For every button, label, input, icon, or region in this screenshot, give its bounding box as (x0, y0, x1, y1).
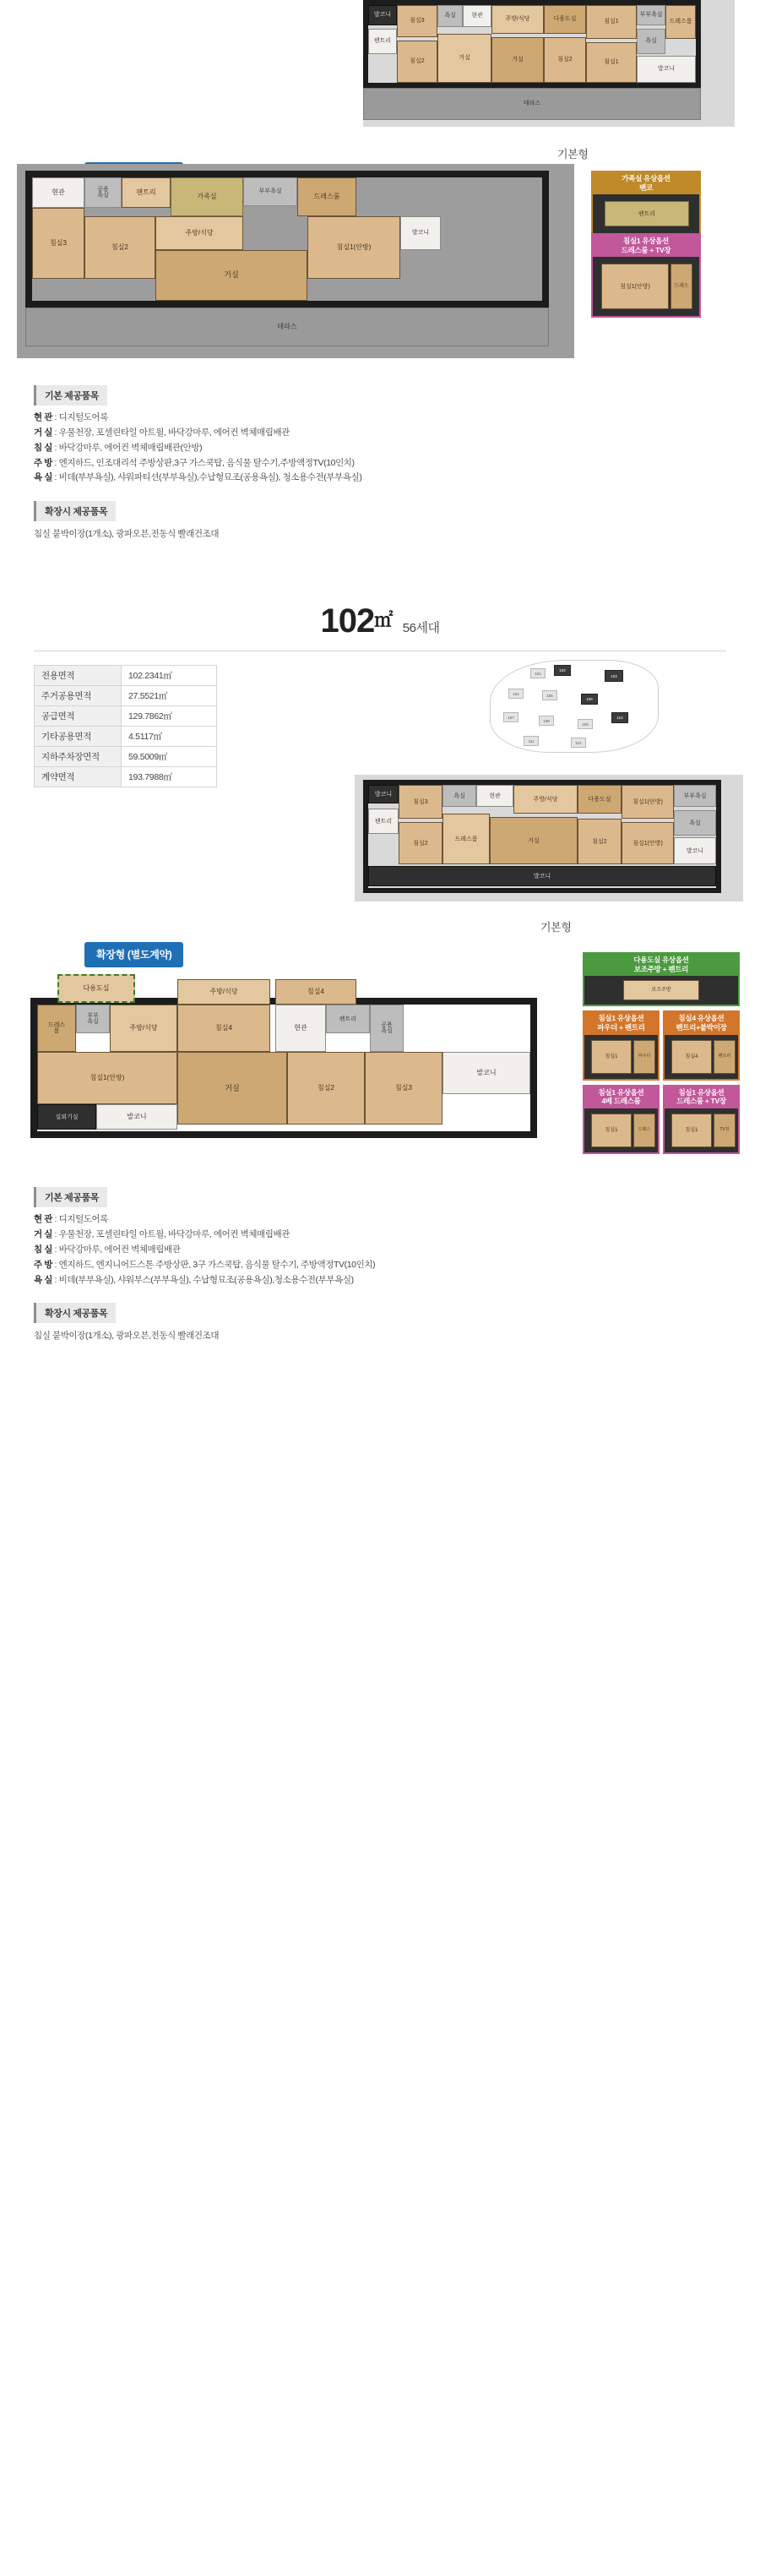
spec-basic-head-1: 기본 제공품목 (34, 385, 107, 406)
expanded-floorplan-1 (17, 164, 574, 358)
basic-floorplan-1 (363, 0, 735, 127)
room: 욕실 (442, 785, 476, 807)
room: 현관 (32, 177, 84, 208)
spec-expansion-head-1: 확장시 제공품목 (34, 501, 116, 521)
area-value: 4.5117㎡ (122, 727, 217, 747)
room: 침실4 (671, 1040, 712, 1074)
spec-key: 현 관 (34, 412, 53, 422)
room: 다용도실 (544, 5, 586, 34)
spec-value: 디지털도어록 (58, 412, 109, 422)
spec-key: 거 실 (34, 1229, 53, 1240)
expanded-floorplan-2 (17, 967, 566, 1153)
site-map (490, 660, 659, 753)
room: 거실 (155, 250, 307, 301)
room: 부부욕실 (243, 177, 297, 206)
room: 부부욕실 (637, 5, 665, 25)
room: 발코니 (96, 1104, 177, 1130)
room: 주방/식당 (110, 1005, 177, 1052)
spec-expansion-head-2: 확장시 제공품목 (34, 1303, 116, 1323)
room: 주방/식당 (513, 785, 578, 814)
room: 발코니 (674, 837, 716, 864)
section2-specs (0, 1162, 760, 1375)
spec-value: 우물천장, 포셀린타일 아트월, 바닥강마루, 에어컨 벽체매립배관 (58, 427, 290, 438)
room: 침실3 (365, 1052, 442, 1125)
area-key: 주거공용면적 (35, 686, 122, 706)
room: 펜트리 (326, 1005, 370, 1033)
table-row (35, 727, 217, 747)
option-card-bedroom1: 침실1 유상옵션 드레스룸 + TV장 침실1(안방) 드레스 (591, 233, 701, 318)
room: 발코니 (442, 1052, 530, 1094)
option-card-bed4-pantry: 침실4 유상옵션 펜트리+붙박이장 침실4 펜트리 (663, 1010, 740, 1080)
room: 드레스 룸 (37, 1005, 76, 1052)
site-building: 103 (605, 670, 623, 682)
spec-key: 주 방 (34, 1259, 53, 1270)
spec-basic-list-2: 현 관 : 디지털도어록 거 실 : 우물천장, 포셀린타일 아트월, 바닥강마루, 에어컨 벽체매립배관 침 실 : 바닥강마루, 에어컨 벽체매립배관 주 방 : 엔지하드, 엔지니어드스톤 주방상판, 3구 가스쿡탑, 음식물 탈수기, 주방액정TV(10인치) 욕 실 : 비데(부부욕실), 샤워부스(부부욕실), 수납형묘조(공용욕실),청소용수전(부부욕실) (34, 1214, 376, 1285)
spec-key: 욕 실 (34, 472, 53, 483)
room: 침실3 (32, 208, 84, 279)
room: 드레스룸 (442, 814, 490, 864)
spec-expansion-text-1: 침실 붙박이장(1개소), 광파오븐,전동식 빨래건조대 (34, 529, 220, 540)
spec-key: 현 관 (34, 1214, 53, 1225)
room: 발코니 (368, 785, 399, 803)
room: 다용도실 (57, 974, 135, 1003)
room: 침실3 (399, 785, 442, 819)
site-building: 104 (508, 689, 524, 699)
room: 드레스 (670, 264, 692, 309)
room: 침실1 (586, 5, 637, 39)
room: 팬트리 (605, 201, 689, 226)
room: 주방/식당 (491, 5, 544, 34)
room: 침실1 (586, 42, 637, 83)
spec-value: 비데(부부욕실), 샤워파티션(부부욕실),수납형묘조(공용욕실), 청소용수전(부부욕실) (58, 472, 362, 483)
area-table (34, 665, 217, 787)
spec-value: 엔지하드, 엔지니어드스톤 주방상판, 3구 가스쿡탑, 음식물 탈수기, 주방액정TV(10인치) (58, 1259, 376, 1270)
room: 팬트리 (368, 29, 397, 54)
spec-key: 욕 실 (34, 1274, 53, 1285)
option-card-family: 가족실 유상옵션 팬코 팬트리 (591, 171, 701, 235)
room: 펜트리 (714, 1040, 736, 1074)
site-building: 106 (581, 694, 598, 705)
site-building: 108 (539, 716, 554, 726)
site-building: 109 (578, 719, 593, 729)
spec-key: 침 실 (34, 442, 53, 453)
spec-value: 바닥강마루, 에어컨 벽체매립배관(안방) (58, 442, 203, 453)
area-and-sitemap (0, 651, 760, 783)
spec-value: 엔지하드, 인조대리석 주방상판,3구 가스쿡탑, 음식물 탈수기,주방액정TV(10인치) (58, 457, 355, 468)
room: TV장 (714, 1114, 736, 1147)
spec-value: 비데(부부욕실), 샤워부스(부부욕실), 수납형묘조(공용욕실),청소용수전(부부욕실) (58, 1274, 354, 1285)
room: 보조주방 (623, 980, 699, 1000)
room: 침실1 (671, 1114, 712, 1147)
room: 발코니 (637, 56, 696, 83)
spec-basic-list-1: 현 관 : 디지털도어록 거 실 : 우물천장, 포셀린타일 아트월, 바닥강마루, 에어컨 벽체매립배관 침 실 : 바닥강마루, 에어컨 벽체매립배관(안방) 주 방 : 엔지하드, 인조대리석 주방상판,3구 가스쿡탑, 음식물 탈수기,주방액정TV(10인치) 욕 실 : 비데(부부욕실), 샤워파티션(부부욕실),수납형묘조(공용욕실), 청소용수전(부부욕실) (34, 412, 362, 483)
table-row (35, 666, 217, 686)
room: 거실 (491, 37, 544, 83)
room: 침실2 (287, 1052, 365, 1125)
room: 거실 (490, 817, 578, 864)
room: 가족실 (171, 177, 243, 216)
section1-basic-plan-area (0, 0, 760, 152)
basic-type-label-1: 기본형 (557, 148, 589, 161)
site-building: 105 (542, 690, 557, 700)
area-key: 계약면적 (35, 767, 122, 787)
room: 침실1(안방) (307, 216, 400, 279)
room: 파우더 (633, 1040, 655, 1074)
room: 침실1(안방) (622, 785, 674, 819)
spec-basic-head-2: 기본 제공품목 (34, 1187, 107, 1207)
section2-expanded-plan-area (0, 956, 760, 1162)
room: 발코니 (368, 866, 716, 886)
site-building: 111 (524, 736, 539, 746)
room: 침실1 (591, 1040, 632, 1074)
section1-specs (0, 367, 760, 540)
site-building: 102 (554, 665, 571, 676)
spec-key: 거 실 (34, 427, 53, 438)
option-card-bed1-dress4: 침실1 유상옵션 4베 드레스룸 침실1 드레스 (583, 1085, 660, 1154)
room: 침실4 (177, 1005, 270, 1052)
option-card-utility: 다용도실 유상옵션 보조주방 + 펜트리 보조주방 (583, 952, 740, 1006)
type-heading (0, 591, 760, 640)
room: 침실2 (544, 37, 586, 83)
room: 침실2 (399, 822, 442, 864)
spec-value: 우물천장, 포셀린타일 아트월, 바닥강마루, 에어컨 벽체매립배관 (58, 1229, 290, 1240)
room: 드레스 (633, 1114, 655, 1147)
room: 침실2 (84, 216, 155, 279)
room: 현관 (476, 785, 513, 807)
site-building: 110 (611, 712, 628, 723)
room: 침실1 (591, 1114, 632, 1147)
room: 발코니 (368, 5, 397, 25)
spec-value: 디지털도어록 (58, 1214, 109, 1225)
spec-key: 주 방 (34, 457, 53, 468)
room: 공용 욕실 (370, 1005, 404, 1052)
room: 드레스룸 (297, 177, 356, 216)
room: 주방/식당 (155, 216, 243, 250)
site-building: 107 (503, 712, 518, 722)
area-value: 102.2341㎡ (122, 666, 217, 686)
room: 팬트리 (122, 177, 171, 208)
room: 욕실 (637, 29, 665, 54)
room: 발코니 (400, 216, 441, 250)
type-area-value: 102 (320, 602, 375, 640)
area-key: 기타공용면적 (35, 727, 122, 747)
table-row (35, 747, 217, 767)
expansion-tag-2: 확장형 (별도계약) (84, 942, 183, 967)
table-row (35, 686, 217, 706)
terrace: 테라스 (25, 308, 549, 346)
room: 부부욕실 (674, 785, 716, 807)
room: 침실2 (397, 41, 437, 83)
room: 침실1(안방) (37, 1052, 177, 1104)
area-key: 전용면적 (35, 666, 122, 686)
spec-expansion-text-2: 침실 붙박이장(1개소), 광파오븐,전동식 빨래건조대 (34, 1331, 220, 1342)
area-value: 193.7988㎡ (122, 767, 217, 787)
site-building: 112 (571, 738, 586, 748)
terrace: 테라스 (363, 88, 701, 120)
room: 거실 (177, 1052, 287, 1125)
area-key: 공급면적 (35, 706, 122, 727)
room: 욕실 (437, 5, 463, 27)
section2-basic-plan-area (0, 775, 760, 918)
option-grid (583, 952, 743, 1154)
room: 침실1(안방) (601, 264, 669, 309)
area-key: 지하주차장면적 (35, 747, 122, 767)
room: 침실4 (275, 979, 356, 1005)
area-value: 27.5521㎡ (122, 686, 217, 706)
section1-expanded-plan-area (0, 164, 760, 367)
room: 드레스룸 (665, 5, 696, 39)
basic-type-label-2: 기본형 (540, 921, 572, 934)
spec-key: 침 실 (34, 1244, 53, 1255)
option-card-bed1-dress-tv: 침실1 유상옵션 드레스룸 + TV장 침실1 TV장 (663, 1085, 740, 1154)
room: 팬트리 (368, 809, 399, 834)
room: 실외기실 (37, 1104, 96, 1130)
room: 침실2 (578, 819, 622, 864)
option-card-bed1-powder: 침실1 유상옵션 파우더 + 펜트리 침실1 파우더 (583, 1010, 660, 1080)
spec-value: 바닥강마루, 에어컨 벽체매립배관 (58, 1244, 181, 1255)
room: 부부 욕실 (76, 1005, 110, 1033)
basic-floorplan-2 (355, 775, 743, 901)
room: 거실 (437, 34, 491, 83)
area-value: 129.7862㎡ (122, 706, 217, 727)
room: 욕실 (674, 810, 716, 836)
room: 주방/식당 (177, 979, 270, 1005)
room: 다용도실 (578, 785, 622, 814)
table-row (35, 706, 217, 727)
type-area-unit: ㎡ (374, 609, 393, 631)
type-household-count: 56세대 (402, 621, 440, 636)
room: 공용 욕실 (84, 177, 122, 208)
site-building: 101 (530, 668, 546, 678)
room: 현관 (275, 1005, 326, 1052)
area-value: 59.5009㎡ (122, 747, 217, 767)
room: 침실3 (397, 5, 437, 37)
room: 침실1(안방) (622, 822, 674, 864)
room: 현관 (463, 5, 491, 27)
